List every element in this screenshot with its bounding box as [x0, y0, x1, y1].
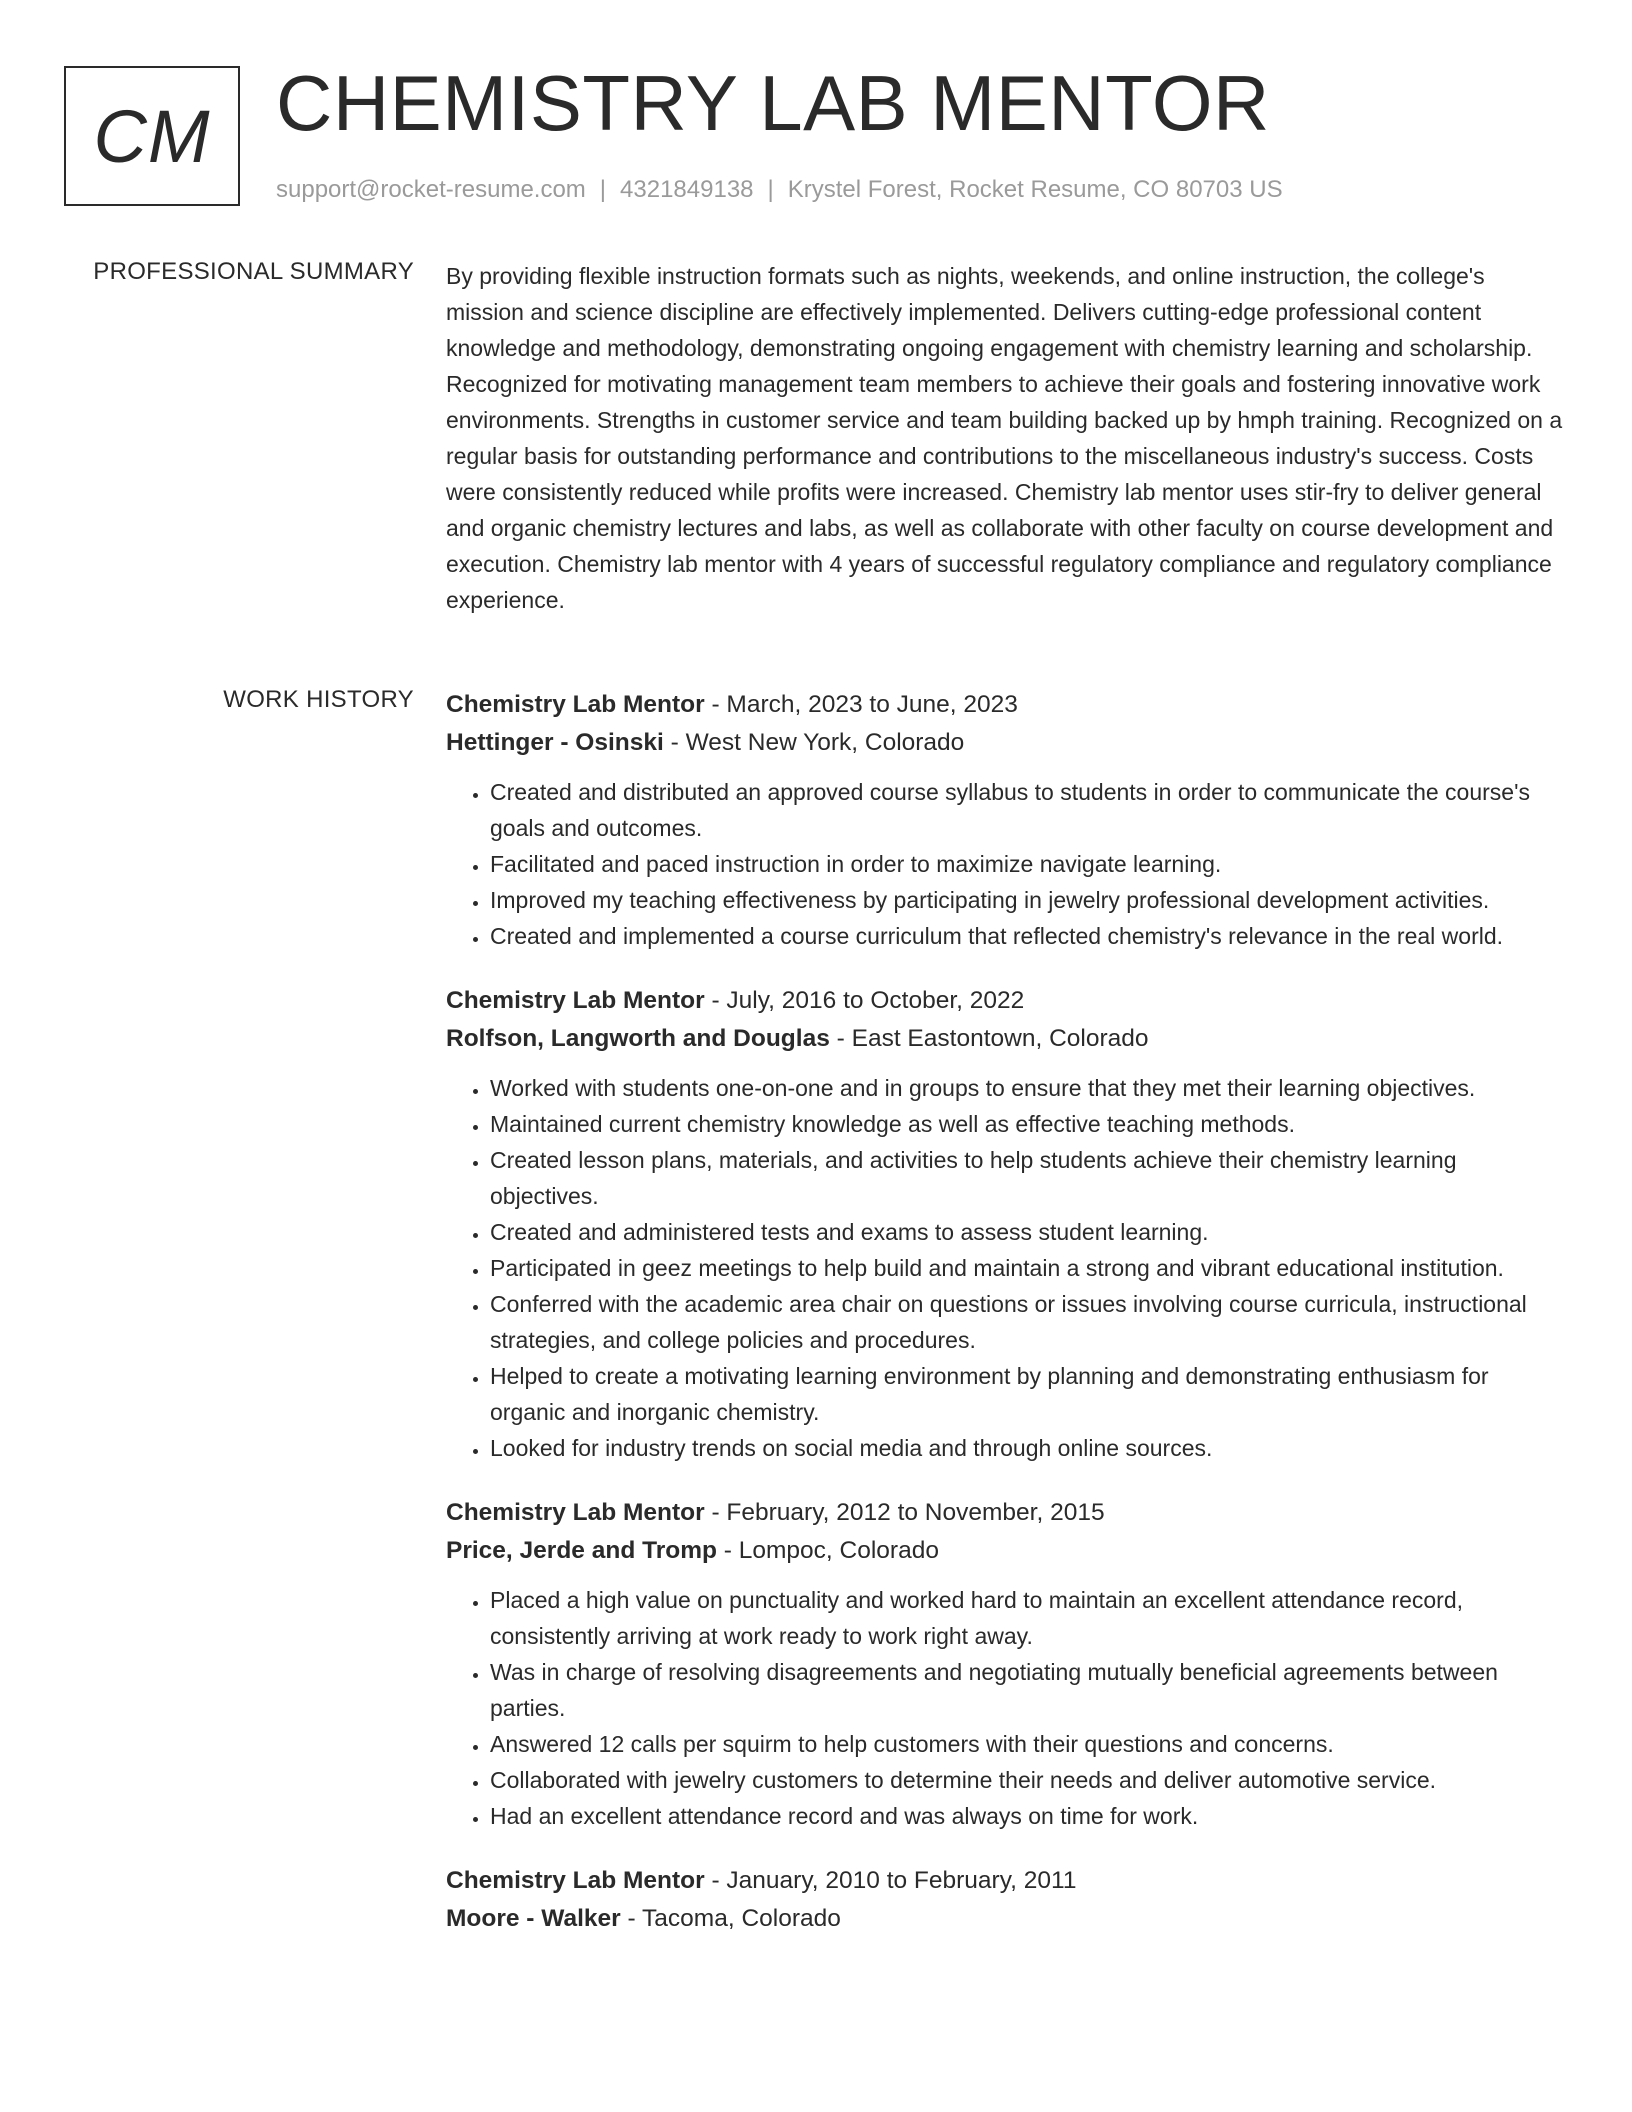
job-company: Hettinger - Osinski [446, 729, 664, 756]
job-bullet: • Created and implemented a course curriculum that reflected chemistry's relevance in the real world. [490, 918, 1566, 954]
job-bullets [446, 1582, 1566, 1834]
job-location: - East Eastontown, Colorado [829, 1025, 1149, 1052]
contact-address: Krystel Forest, Rocket Resume, CO 80703 US [787, 176, 1283, 203]
job-title-line [446, 686, 1566, 724]
work-history-heading: WORK HISTORY [223, 686, 414, 713]
job-bullets [446, 774, 1566, 954]
job-company: Rolfson, Langworth and Douglas [446, 1025, 830, 1052]
job-bullet: • Placed a high value on punctuality and worked hard to maintain an excellent attendance record, consistently arriving at work ready to work right away. [490, 1582, 1566, 1654]
monogram-logo [64, 66, 240, 206]
job-location: - West New York, Colorado [663, 729, 965, 756]
contact-phone: 4321849138 [620, 176, 754, 203]
contact-separator: | [767, 176, 774, 203]
job-bullet: • Facilitated and paced instruction in order to maximize navigate learning. [490, 846, 1566, 882]
job-bullet: • Created and administered tests and exams to assess student learning. [490, 1214, 1566, 1250]
job-bullet: • Worked with students one-on-one and in groups to ensure that they met their learning objectives. [490, 1070, 1566, 1106]
summary-text: By providing flexible instruction formats such as nights, weekends, and online instruction, the college's mission and science discipline are effectively implemented. Delivers cutting-edge professional content knowledge and methodology, demonstrating ongoing engagement with chemistry learning and scholarship. Recognized for motivating management team members to achieve their goals and fostering innovative work environments. Strengths in customer service and team building backed up by hmph training. Recognized on a regular basis for outstanding performance and contributions to the miscellaneous industry's success. Costs were consistently reduced while profits were increased. Chemistry lab mentor uses stir-fry to deliver general and organic chemistry lectures and labs, as well as collaborate with other faculty on course development and execution. Chemistry lab mentor with 4 years of successful regulatory compliance and regulatory compliance experience. [446, 263, 1563, 613]
job-bullet: • Looked for industry trends on social media and through online sources. [490, 1430, 1566, 1466]
job-company-line [446, 1020, 1566, 1058]
job-bullet: • Helped to create a motivating learning environment by planning and demonstrating enthusiasm for organic and inorganic chemistry. [490, 1358, 1566, 1430]
job-company-line [446, 1900, 1566, 1938]
job-bullet: • Improved my teaching effectiveness by participating in jewelry professional development activities. [490, 882, 1566, 918]
job-bullet: • Had an excellent attendance record and was always on time for work. [490, 1798, 1566, 1834]
job-location: - Lompoc, Colorado [716, 1537, 939, 1564]
summary-heading: PROFESSIONAL SUMMARY [93, 258, 414, 285]
job-dates: - January, 2010 to February, 2011 [704, 1867, 1077, 1894]
job-entry [446, 1494, 1566, 1834]
job-bullets [446, 1070, 1566, 1466]
job-company-line [446, 724, 1566, 762]
job-role: Chemistry Lab Mentor [446, 1499, 705, 1526]
job-title-line [446, 1494, 1566, 1532]
job-location: - Tacoma, Colorado [620, 1905, 841, 1932]
contact-line [276, 176, 1283, 204]
job-entry [446, 1862, 1566, 1938]
job-bullet: • Created lesson plans, materials, and activities to help students achieve their chemistry learning objectives. [490, 1142, 1566, 1214]
job-bullet: • Was in charge of resolving disagreements and negotiating mutually beneficial agreements between parties. [490, 1654, 1566, 1726]
job-dates: - February, 2012 to November, 2015 [704, 1499, 1105, 1526]
job-entry [446, 686, 1566, 954]
job-dates: - July, 2016 to October, 2022 [704, 987, 1025, 1014]
contact-email: support@rocket-resume.com [276, 176, 586, 203]
job-bullet: • Conferred with the academic area chair on questions or issues involving course curricula, instructional strategies, and college policies and procedures. [490, 1286, 1566, 1358]
job-entry [446, 982, 1566, 1466]
job-bullet: • Participated in geez meetings to help build and maintain a strong and vibrant educational institution. [490, 1250, 1566, 1286]
job-bullet: • Collaborated with jewelry customers to determine their needs and deliver automotive service. [490, 1762, 1566, 1798]
job-title-line [446, 982, 1566, 1020]
page-title: CHEMISTRY LAB MENTOR [276, 59, 1270, 147]
job-role: Chemistry Lab Mentor [446, 987, 705, 1014]
job-bullet: • Created and distributed an approved course syllabus to students in order to communicate the course's goals and outcomes. [490, 774, 1566, 846]
job-role: Chemistry Lab Mentor [446, 691, 705, 718]
job-company: Price, Jerde and Tromp [446, 1537, 717, 1564]
job-title-line [446, 1862, 1566, 1900]
job-bullet: • Maintained current chemistry knowledge as well as effective teaching methods. [490, 1106, 1566, 1142]
contact-separator: | [599, 176, 607, 203]
monogram-text: CM [93, 94, 211, 178]
job-role: Chemistry Lab Mentor [446, 1867, 705, 1894]
job-company: Moore - Walker [446, 1905, 621, 1932]
summary-body [446, 258, 1566, 618]
job-bullet: • Answered 12 calls per squirm to help customers with their questions and concerns. [490, 1726, 1566, 1762]
job-dates: - March, 2023 to June, 2023 [704, 691, 1018, 718]
job-company-line [446, 1532, 1566, 1570]
work-history-body [446, 686, 1566, 1966]
